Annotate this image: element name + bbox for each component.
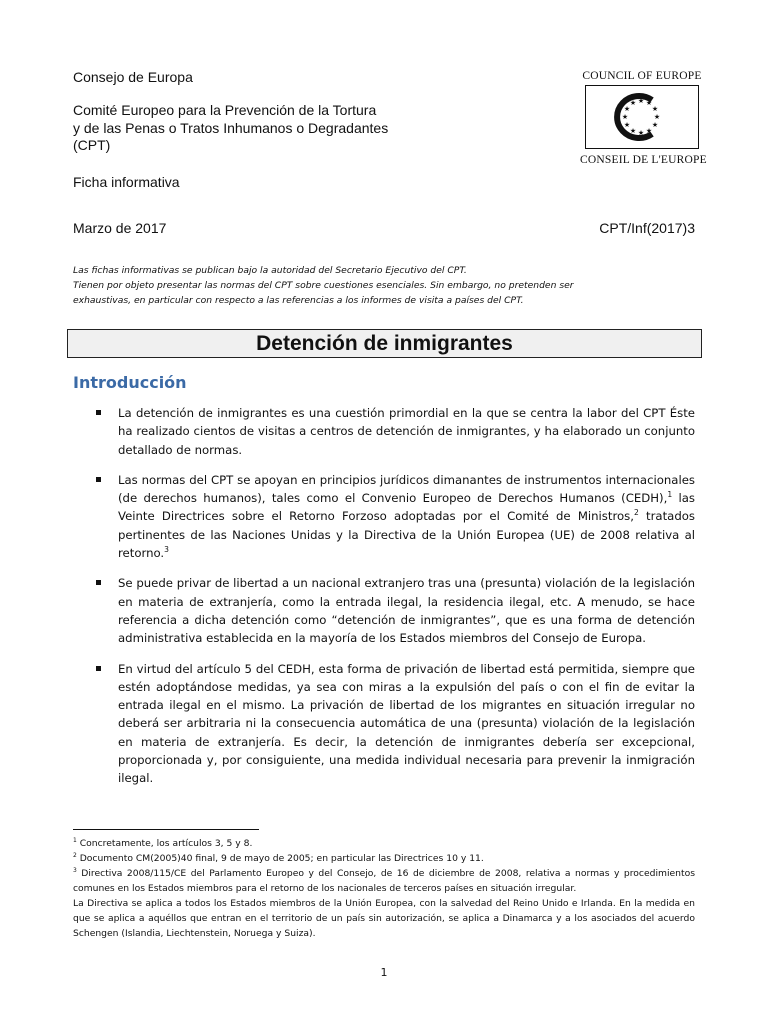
svg-text:★: ★ (651, 121, 659, 129)
bullet-text: En virtud del artículo 5 del CEDH, esta forma de privación de libertad está permitida, siempre que estén adoptándose medidas, ya sea con miras a la expulsión del país o con el fin de evitar la entrada ilegal en el mismo. La privación de libertad de los migrantes en situación irregular no deberá ser arbitraria ni la consecuencia automática de una (presunta) violación de la legislación en materia de extranjería. Es decir, la detención de inmigrantes debería ser excepcional, proporcionada y, por consiguiente, una medida individual necesaria para prevenir la inmigración ilegal. (118, 661, 695, 786)
bullet-text (118, 473, 695, 560)
section-heading: Introducción (73, 373, 187, 392)
bullet-square-icon (96, 666, 101, 671)
footnote-mark: 3 (73, 866, 77, 874)
bullet-text: Se puede privar de libertad a un nacional extranjero tras una (presunta) violación de la legislación en materia de extranjería, como la entrada ilegal, la residencia ilegal, etc. A menudo, se hace referencia a dicha detención como “detención de inmigrantes”, que es una forma de detención administrativa establecida en la mayoría de los Estados miembros del Consejo de Europa. (118, 576, 695, 646)
footnote-continuation: La Directiva se aplica a todos los Estados miembros de la Unión Europea, con la salvedad del Reino Unido e Irlanda. En la medida en que se aplica a aquéllos que entran en el territorio de un país sin autorización, se aplica a Dinamarca y a los asociados del acuerdo Schengen (Islandia, Liechtenstein, Noruega y Suiza). (73, 898, 695, 939)
footnotes (73, 836, 695, 941)
svg-text:★: ★ (629, 127, 637, 135)
footnote-ref: 1 (667, 490, 673, 500)
council-of-europe-logo (580, 70, 707, 166)
page-number: 1 (380, 966, 388, 979)
footnote (73, 851, 695, 866)
footnote-text: Directiva 2008/115/CE del Parlamento Europeo y del Consejo, de 16 de diciembre de 2008, relativa a normas y procedimientos comunes en los Estados miembros para el retorno de los nacionales de terceros países en situación irregular. (73, 868, 695, 894)
bullet-square-icon (96, 580, 101, 585)
bullet-square-icon (96, 477, 101, 482)
logo-bottom-text: CONSEIL DE L'EUROPE (580, 154, 707, 166)
svg-text:★: ★ (653, 113, 661, 121)
svg-text:★: ★ (645, 127, 653, 135)
footnote-ref: 3 (164, 545, 169, 555)
bullet-square-icon (96, 410, 101, 415)
svg-text:★: ★ (637, 129, 645, 137)
svg-text:★: ★ (623, 105, 631, 113)
footnote (73, 866, 695, 896)
disclaimer-line-2: Tienen por objeto presentar las normas del CPT sobre cuestiones esenciales. Sin embargo, no pretenden ser (73, 280, 574, 291)
bullet-text-part: las Veinte Directrices sobre el Retorno Forzoso adoptadas por el Comité de Ministros, (118, 491, 695, 524)
bullet-list (93, 404, 695, 800)
document-title: Detención de inmigrantes (256, 332, 513, 355)
list-item (93, 660, 695, 788)
bullet-text: La detención de inmigrantes es una cuestión primordial en la que se centra la labor del CPT Éste ha realizado cientos de visitas a centros de detención de inmigrantes, y ha elaborado un conjunto detallado de normas. (118, 406, 695, 457)
svg-text:★: ★ (623, 121, 631, 129)
committee-line-1: Comité Europeo para la Prevención de la Tortura (73, 102, 377, 118)
logo-top-text: COUNCIL OF EUROPE (582, 70, 702, 82)
disclaimer-line-1: Las fichas informativas se publican bajo la autoridad del Secretario Ejecutivo del CPT. (73, 265, 467, 276)
svg-text:★: ★ (651, 105, 659, 113)
footnote-ref: 2 (633, 508, 639, 518)
logo-emblem (585, 85, 699, 149)
svg-text:★: ★ (621, 113, 629, 121)
svg-text:★: ★ (637, 97, 645, 105)
org-name: Consejo de Europa (73, 69, 193, 85)
footnote-text: Documento CM(2005)40 final, 9 de mayo de 2005; en particular las Directrices 10 y 11. (76, 853, 484, 864)
stars-c-emblem-icon (586, 86, 697, 147)
list-item (93, 471, 695, 562)
bullet-text-part: Las normas del CPT se apoyan en principios jurídicos dimanantes de instrumentos internacionales (de derechos humanos), tales como el Convenio Europeo de Derechos Humanos (CEDH), (118, 472, 695, 506)
svg-text:★: ★ (629, 99, 637, 107)
list-item (93, 574, 695, 647)
doc-date: Marzo de 2017 (73, 220, 167, 236)
title-box (67, 329, 702, 358)
footnote-mark: 1 (73, 836, 77, 844)
list-item (93, 404, 695, 459)
svg-text:★: ★ (645, 99, 653, 107)
disclaimer-line-3: exhaustivas, en particular con respecto a las referencias a los informes de visita a países del CPT. (73, 295, 524, 306)
footnote-text: Concretamente, los artículos 3, 5 y 8. (76, 838, 253, 849)
footnote (73, 836, 695, 851)
doc-reference: CPT/Inf(2017)3 (599, 220, 695, 236)
committee-line-2: y de las Penas o Tratos Inhumanos o Degradantes (73, 120, 389, 136)
committee-line-3: (CPT) (73, 137, 111, 153)
footnote-divider (73, 829, 259, 830)
disclaimer-note (73, 263, 713, 308)
footnote-mark: 2 (73, 851, 77, 859)
doc-type: Ficha informativa (73, 174, 180, 190)
bullet-text-part: tratados pertinentes de las Naciones Unidas y la Directiva de la Unión Europea (UE) de 2008 relativa al retorno. (118, 509, 695, 561)
